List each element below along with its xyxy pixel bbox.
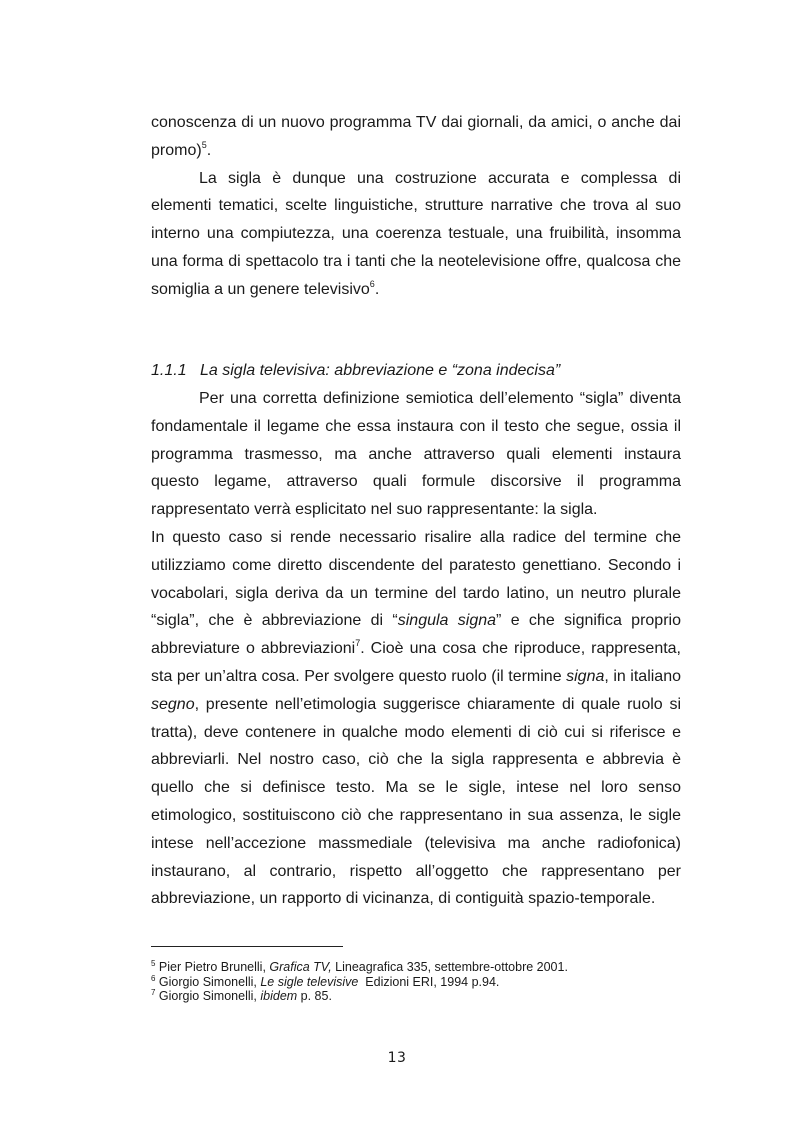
paragraph-3: Per una corretta definizione semiotica dell’elemento “sigla” diventa fondamentale il legame che essa instaura con il testo che segue, ossia il programma trasmesso, ma anche attraverso quali elementi instaura questo legame, attraverso quali formule discorsive il programma rappresentato verrà esplicitato nel suo rappresentante: la sigla. bbox=[151, 390, 681, 519]
italic-term: segno bbox=[151, 695, 195, 713]
footnote-ref-6: 6 bbox=[369, 278, 375, 289]
paragraph-1: conoscenza di un nuovo programma TV dai giornali, da amici, o anche dai promo)$^5$. bbox=[151, 114, 681, 159]
footnotes bbox=[151, 960, 681, 1004]
paragraph-2: La sigla è dunque una costruzione accurata e complessa di elementi tematici, scelte linguistiche, strutture narrative che trova al suo interno una compiutezza, una coerenza testuale, una fruibilità, insomma una forma di spettacolo tra i tanti che la neotelevisione offre, qualcosa che somiglia a un genere televisivo$^6$. bbox=[151, 169, 681, 298]
footnote-ref-7: 7 bbox=[355, 638, 361, 649]
footnote-item: $^6$ Giorgio Simonelli, Le sigle televisive Edizioni ERI, 1994 p.94. bbox=[151, 973, 500, 989]
italic-term: signa bbox=[566, 667, 605, 685]
section-title: La sigla televisiva: abbreviazione e “zona indecisa” bbox=[200, 362, 561, 379]
footnote-item: $^7$ Giorgio Simonelli, ibidem p. 85. bbox=[151, 988, 332, 1003]
footnote-divider bbox=[151, 946, 343, 947]
footnote-ref-5: 5 bbox=[201, 139, 207, 150]
paragraph-4: In questo caso si rende necessario risalire alla radice del termine che utilizziamo come diretto discendente del paratesto genettiano. Secondo i vocabolari, sigla deriva da un termine del tardo latino, un neutro plurale “sigla”, che è abbreviazione di “singula signa” e che significa proprio abbreviature o abbreviazioni$^7$. Cioè una cosa che riproduce, rappresenta, sta per un’altra cosa. Per svolgere questo ruolo (il termine signa, in italiano segno, presente nell’etimologia suggerisce chiaramente di quale ruolo si tratta), deve contenere in qualche modo elementi di ciò cui si riferisce e abbreviarli. Nel nostro caso, ciò che la sigla rappresenta e abbrevia è quello che si definisce testo. Ma se le sigle, intese nel loro senso etimologico, sostituiscono ciò che rappresentano in sua assenza, le sigle intese nell’accezione massmediale (televisiva ma anche radiofonica) instaurano, al contrario, rispetto all’oggetto che rappresentano per abbreviazione, un rapporto di vicinanza, di contiguità spazio-temporale. bbox=[151, 528, 682, 908]
intro-text-block bbox=[151, 109, 681, 304]
footnote-item: $^5$ Pier Pietro Brunelli, Grafica TV, Lineagrafica 335, settembre-ottobre 2001. bbox=[151, 959, 568, 974]
italic-term: singula signa bbox=[397, 612, 497, 630]
section-heading bbox=[151, 357, 681, 385]
section-number: 1.1.1 bbox=[151, 362, 187, 379]
section-text-block bbox=[151, 385, 681, 913]
page-number: 13 bbox=[387, 1050, 407, 1066]
